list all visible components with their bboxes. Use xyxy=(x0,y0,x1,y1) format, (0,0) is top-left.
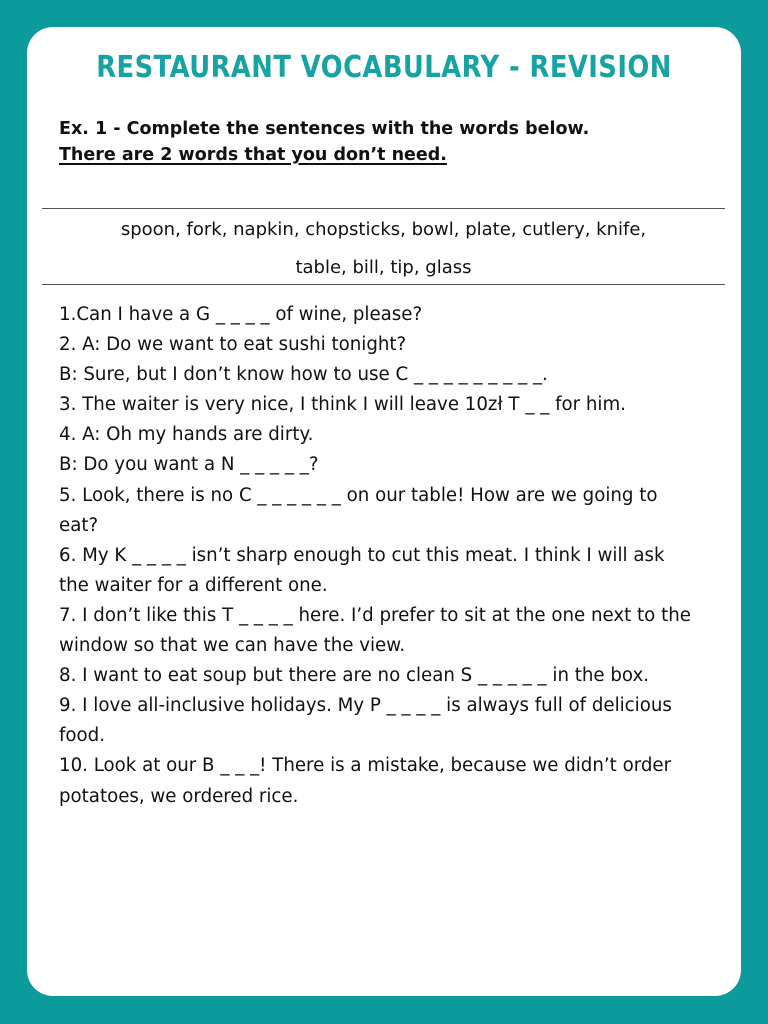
divider-top xyxy=(42,208,725,209)
instruction-note: There are 2 words that you don’t need. xyxy=(59,145,447,165)
sentence: 5. Look, there is no C _ _ _ _ _ _ on our table! How are we going to eat? xyxy=(59,484,658,536)
word-bank-line-2: table, bill, tip, glass xyxy=(295,257,472,278)
sentence: 9. I love all-inclusive holidays. My P _ _ _ _ is always full of delicious food. xyxy=(59,695,672,747)
sentence: 1.Can I have a G _ _ _ _ of wine, please? xyxy=(59,304,423,325)
sentence: 3. The waiter is very nice, I think I will leave 10zł T _ _ for him. xyxy=(59,394,626,416)
sentence-list xyxy=(59,300,699,812)
instruction-line: Ex. 1 - Complete the sentences with the words below. xyxy=(59,119,590,139)
word-bank-line-1: spoon, fork, napkin, chopsticks, bowl, plate, cutlery, knife, xyxy=(120,219,647,240)
worksheet-title: RESTAURANT VOCABULARY - REVISION xyxy=(96,50,672,85)
sentence: 10. Look at our B _ _ _! There is a mistake, because we didn’t order potatoes, we ordered rice. xyxy=(59,755,672,807)
divider-bottom xyxy=(42,284,725,285)
sentence: 2. A: Do we want to eat sushi tonight? xyxy=(59,334,407,356)
sentence: B: Do you want a N _ _ _ _ _? xyxy=(59,454,319,476)
sentence: 8. I want to eat soup but there are no clean S _ _ _ _ _ in the box. xyxy=(59,665,650,687)
exercise-instructions xyxy=(59,116,699,168)
sentence: 6. My K _ _ _ _ isn’t sharp enough to cut this meat. I think I will ask the waiter for a different one. xyxy=(59,544,665,596)
sentence: B: Sure, but I don’t know how to use C _ _ _ _ _ _ _ _ _. xyxy=(59,364,548,386)
sentence: 7. I don’t like this T _ _ _ _ here. I’d prefer to sit at the one next to the window so that we can have the view. xyxy=(59,604,691,657)
sentence: 4. A: Oh my hands are dirty. xyxy=(59,424,314,446)
